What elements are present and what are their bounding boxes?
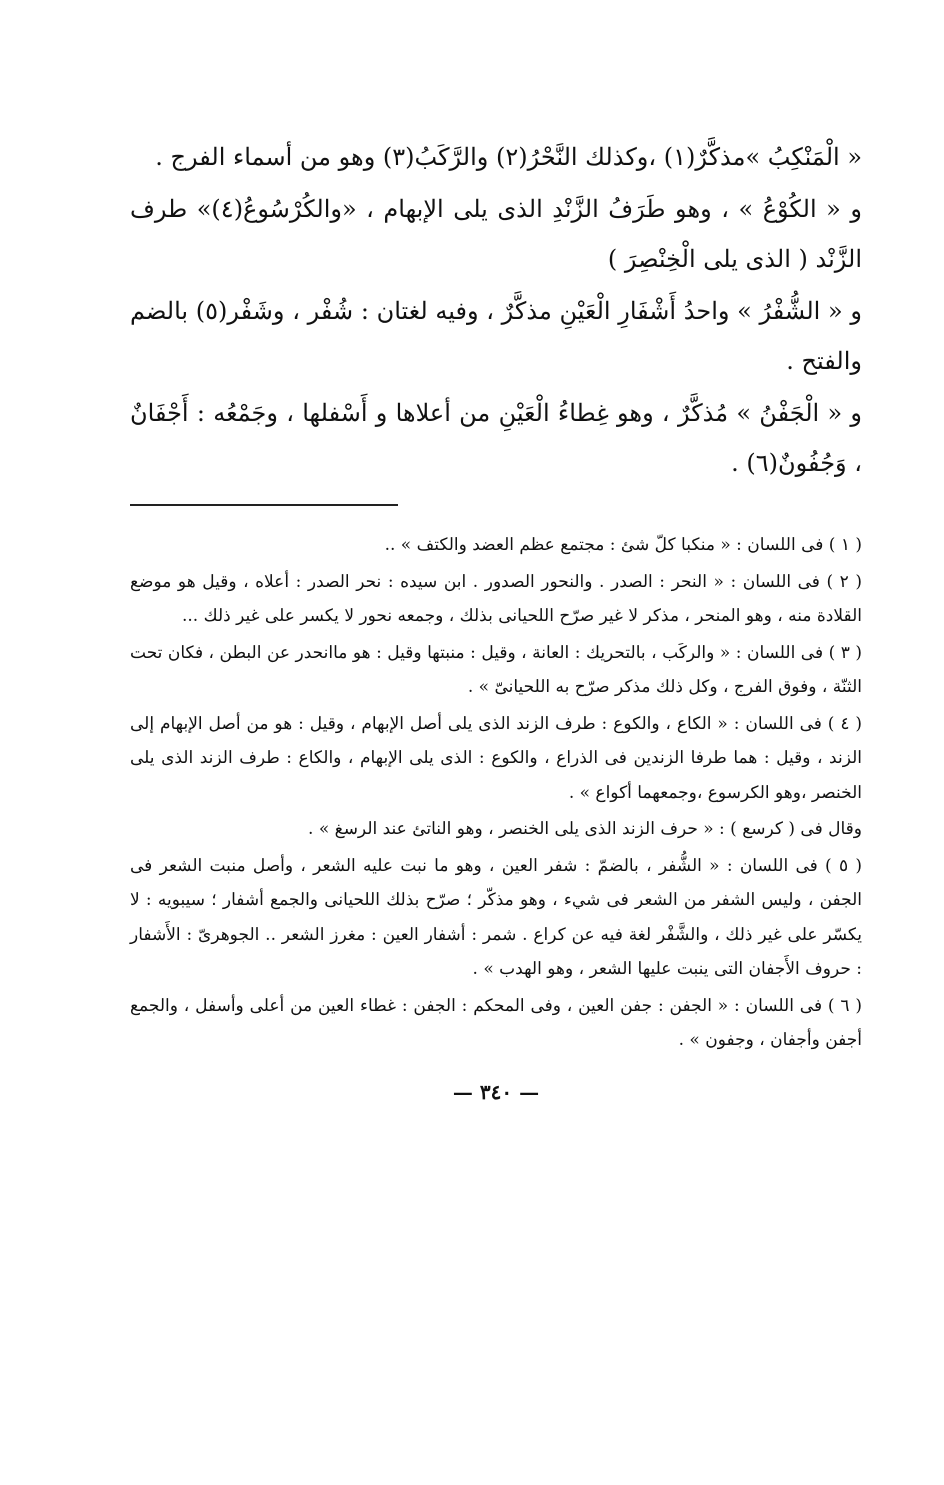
main-paragraph-jafn: و « الْجَفْنُ » مُذكَّرٌ ، وهو غِطاءُ الْعَيْنِ من أعلاها و أَسْفلها ، وجَمْعُه : أَجْفَانٌ ، وَجُفُونٌ(٦) .	[130, 399, 862, 477]
footnotes	[130, 528, 862, 1058]
page-number: — ٣٤٠ —	[452, 1079, 540, 1104]
footnote-5: ( ٥ ) فى اللسان : « الشُّفر ، بالضمّ : شفر العين ، وهو ما نبت عليه الشعر ، وأصل منبت الشعر فى الجفن ، وليس الشفر من الشعر فى شيء ، وهو مذكّر ؛ صرّح بذلك اللحيانى والجمع أشفار ؛ سيبويه : لا يكسّر على غير ذلك ، والشَّفْر لغة فيه عن كراع . شمر : أشفار العين : مغرز الشعر .. الجوهرىّ : الأَشفار : حروف الأَجفان التى ينبت عليها الشعر ، وهو الهدب » .	[130, 855, 862, 979]
footnote-separator	[130, 504, 398, 506]
footnote-4-continued: وقال فى ( كرسع ) : « حرف الزند الذى يلى الخنصر ، وهو الناتئ عند الرسغ » .	[308, 819, 862, 839]
main-paragraph-kaw: و « الكُوْعُ » ، وهو طَرَفُ الزَّنْدِ الذى يلى الإبهام ، «والكُرْسُوعُ(٤)» طرف الزَّنْد ( الذى يلى الْخِنْصِرَ )	[130, 195, 862, 273]
footnote-4: ( ٤ ) فى اللسان : « الكاع ، والكوع : طرف الزند الذى يلى أصل الإبهام ، وقيل : هو من أصل الإبهام إلى الزند ، وقيل : هما طرفا الزندين فى الذراع ، والكوع : الذى يلى الإبهام ، والكاع : طرف الزند الذى يلى الخنصر ،وهو الكرسوع ،وجمعهما أكواع » .	[130, 713, 862, 803]
main-paragraph-mankib: « الْمَنْكِبُ »مذكَّرٌ(١) ،وكذلك النَّحْرُ(٢) والرَّكَبُ(٣) وهو من أسماء الفرج .	[155, 143, 862, 171]
main-paragraph-shufr: و « الشُّفْرُ » واحدُ أَشْفَارِ الْعَيْنِ مذكَّرٌ ، وفيه لغتان : شُفْر ، وشَفْر(٥) بالضم والفتح .	[130, 297, 862, 375]
footnote-2: ( ٢ ) فى اللسان : « النحر : الصدر . والنحور الصدور . ابن سيده : نحر الصدر : أعلاه ، وقيل هو موضع القلادة منه ، وهو المنحر ، مذكر لا غير صرّح اللحيانى بذلك ، وجمعه نحور لا يكسر على غير ذلك ...	[130, 571, 862, 626]
footnote-3: ( ٣ ) فى اللسان : « والركَب ، بالتحريك : العانة ، وقيل : منبتها وقيل : هو ماانحدر عن البطن ، فكان تحت الثنّة ، وفوق الفرج ، وكل ذلك مذكر صرّح به اللحيانىّ » .	[130, 642, 862, 697]
footnote-6: ( ٦ ) فى اللسان : « الجفن : جفن العين ، وفى المحكم : الجفن : غطاء العين من أعلى وأسفل ، والجمع أجفن وأجفان ، وجفون » .	[130, 995, 862, 1050]
footnote-1: ( ١ ) فى اللسان : « منكبا كلّ شئ : مجتمع عظم العضد والكتف » ..	[384, 535, 862, 555]
main-text	[130, 132, 862, 488]
